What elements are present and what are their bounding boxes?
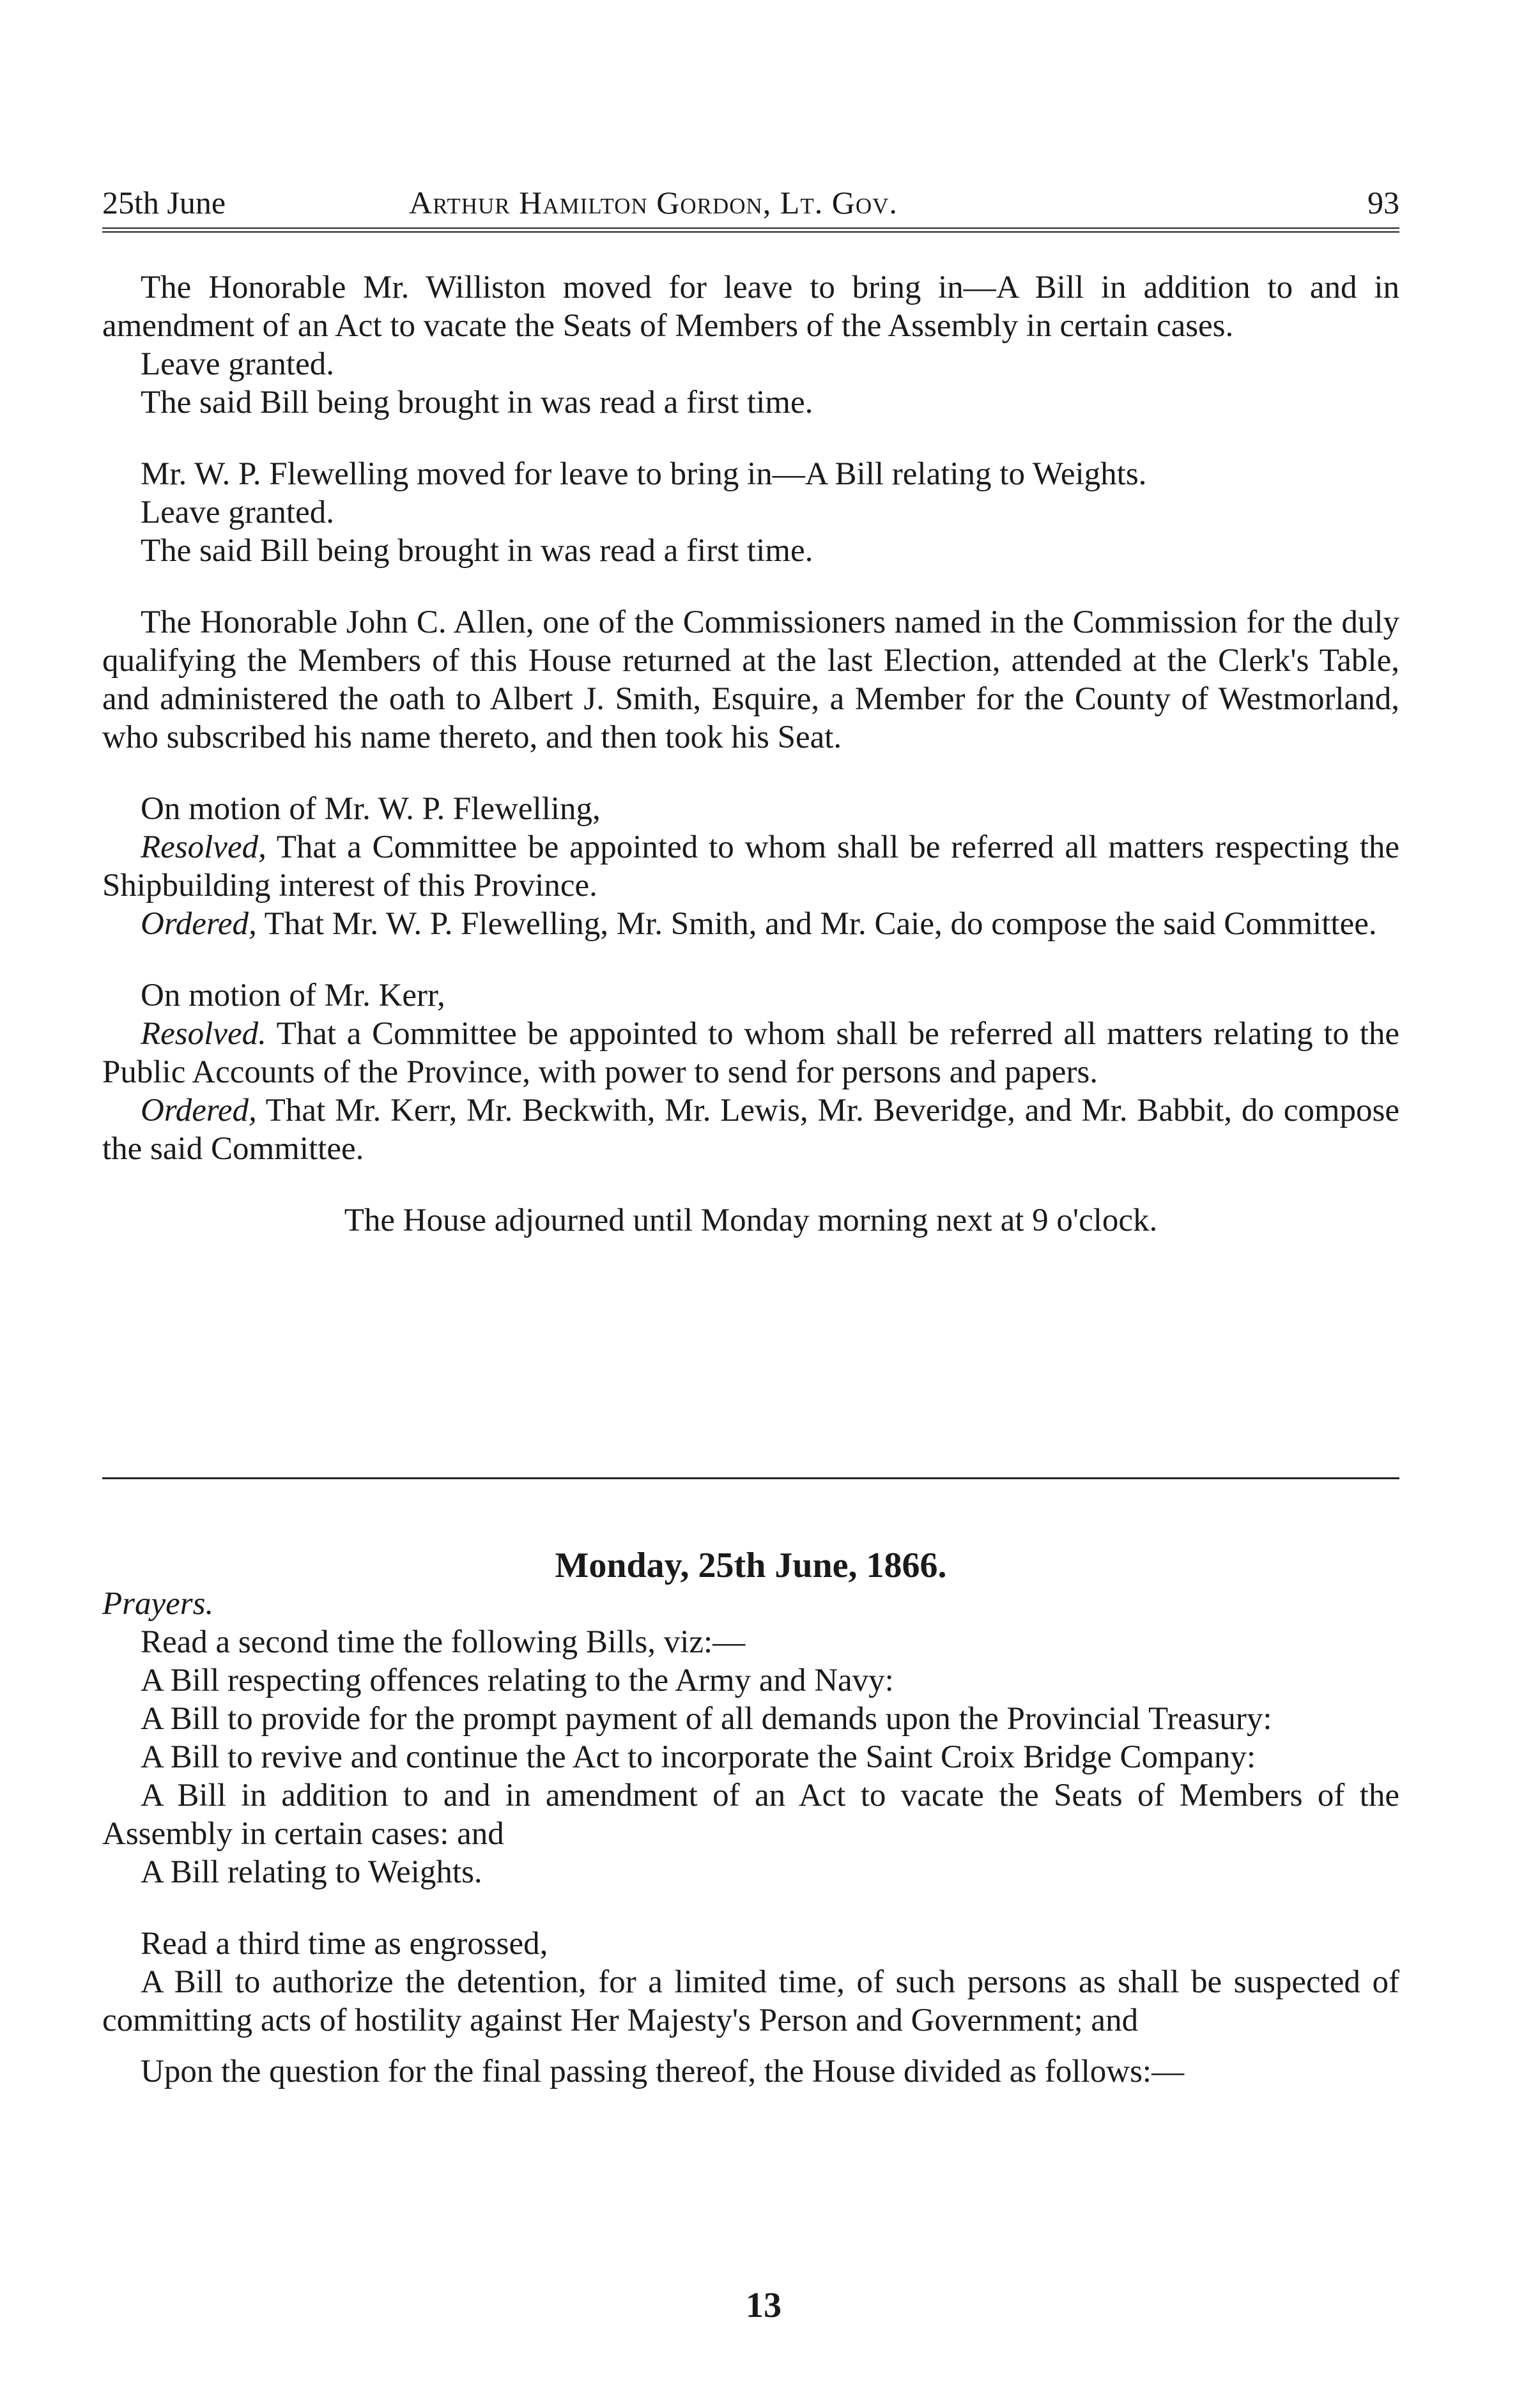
motion-flewelling: On motion of Mr. W. P. Flewelling, [141,791,601,827]
leave-granted: Leave granted. [141,495,334,530]
read-second-time: Read a second time the following Bills, viz:— [141,1624,746,1660]
paragraph-williston: The Honorable Mr. Williston moved for leave to bring in—A Bill in addition to and in amendment of an Act to vacate the Seats of Members of the Assembly in certain cases. [102,270,1399,344]
section-divider [102,1477,1399,1479]
section-body [102,1546,1399,2091]
header-rule [102,227,1399,233]
page-number: 93 [1367,185,1399,220]
bill-item: A Bill to authorize the detention, for a limited time, of such persons as shall be suspected of committing acts of hostility against Her Majesty's Person and Government; and [102,1964,1399,2038]
header-date: 25th June [102,185,226,220]
bill-item: A Bill to revive and continue the Act to incorporate the Saint Croix Bridge Company: [141,1739,1256,1775]
resolved-shipbuilding: Resolved, That a Committee be appointed to whom shall be referred all matters respecting the Shipbuilding interest of this Province. [102,829,1399,904]
leave-granted: Leave granted. [141,346,334,382]
prayers-label: Prayers. [102,1586,214,1622]
page-header [102,180,1399,225]
signature-mark: 13 [746,2286,782,2325]
paragraph-allen: The Honorable John C. Allen, one of the Commissioners named in the Commission for the duly qualifying the Members of this House returned at the last Election, attended at the Clerk's Table, and administered the oath to Albert J. Smith, Esquire, a Member for the County of Westmorland, who subscribed his name thereto, and then took his Seat. [102,604,1399,755]
resolved-accounts: Resolved. That a Committee be appointed to whom shall be referred all matters relating to the Public Accounts of the Province, with power to send for persons and papers. [102,1016,1399,1090]
bill-item: A Bill relating to Weights. [141,1854,482,1890]
ordered-shipbuilding: Ordered, That Mr. W. P. Flewelling, Mr. Smith, and Mr. Caie, do compose the said Committee. [141,906,1377,942]
adjournment: The House adjourned until Monday morning next at 9 o'clock. [344,1203,1158,1238]
paragraph-flewelling: Mr. W. P. Flewelling moved for leave to bring in—A Bill relating to Weights. [141,456,1147,492]
section-heading: Monday, 25th June, 1866. [555,1546,947,1585]
bill-item: A Bill in addition to and in amendment of an Act to vacate the Seats of Members of the Assembly in certain cases: and [102,1778,1399,1852]
bill-item: A Bill respecting offences relating to the Army and Navy: [141,1663,894,1698]
motion-kerr: On motion of Mr. Kerr, [141,978,445,1013]
first-reading: The said Bill being brought in was read a first time. [141,385,813,420]
read-third-time: Read a third time as engrossed, [141,1926,548,1962]
division-question: Upon the question for the final passing thereof, the House divided as follows:— [141,2054,1185,2089]
header-title: Arthur Hamilton Gordon, Lt. Gov. [409,185,898,220]
first-reading: The said Bill being brought in was read a first time. [141,533,813,569]
bill-item: A Bill to provide for the prompt payment of all demands upon the Provincial Treasury: [141,1701,1272,1737]
page-body [102,268,1399,1240]
ordered-accounts: Ordered, That Mr. Kerr, Mr. Beckwith, Mr. Lewis, Mr. Beveridge, and Mr. Babbit, do compose the said Committee. [102,1093,1399,1167]
